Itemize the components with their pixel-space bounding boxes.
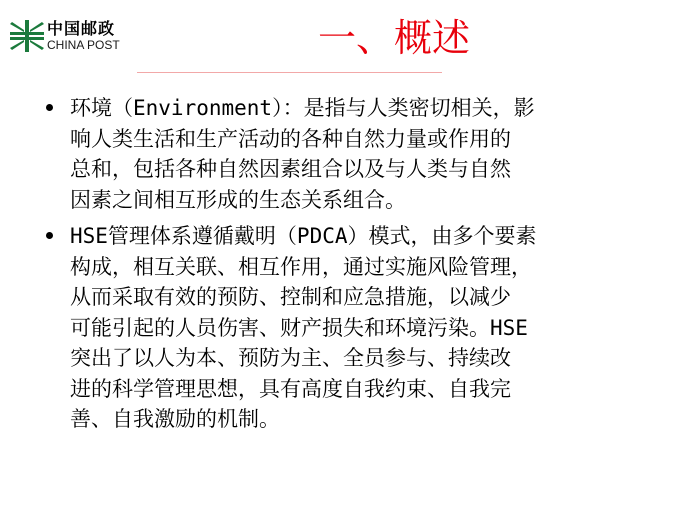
bullet-line: HSE管理体系遵循戴明（PDCA）模式，由多个要素 [70,224,537,248]
china-post-emblem-icon [10,20,44,52]
bullet-list [40,93,662,441]
bullet-environment [40,93,662,215]
bullet-line: 总和，包括各种自然因素组合以及与人类与自然 [70,157,511,181]
bullet-line: 突出了以人为本、预防为主、全员参与、持续改 [70,346,511,370]
china-post-logo [10,20,120,52]
bullet-line: 因素之间相互形成的生态关系组合。 [70,187,406,212]
title-divider [137,72,442,73]
bullet-line: 进的科学管理思想，具有高度自我约束、自我完 [70,376,511,401]
bullet-line: 可能引起的人员伤害、财产损失和环境污染。HSE [70,315,528,340]
bullet-line: 从而采取有效的预防、控制和应急措施，以减少 [70,285,511,309]
bullet-line: 善、自我激励的机制。 [70,407,280,431]
logo-english-text: CHINA POST [47,38,120,52]
bullet-line: 构成，相互关联、相互作用，通过实施风险管理， [70,254,532,279]
bullet-hse-system [40,221,662,435]
bullet-line: 响人类生活和生产活动的各种自然力量或作用的 [70,126,511,151]
slide-title: 一、概述 [318,16,471,60]
bullet-dot-icon [46,104,53,111]
logo-chinese-text: 中国邮政 [47,19,116,38]
bullet-line: 环境（Environment）：是指与人类密切相关，影 [70,96,535,120]
bullet-dot-icon [46,232,53,239]
